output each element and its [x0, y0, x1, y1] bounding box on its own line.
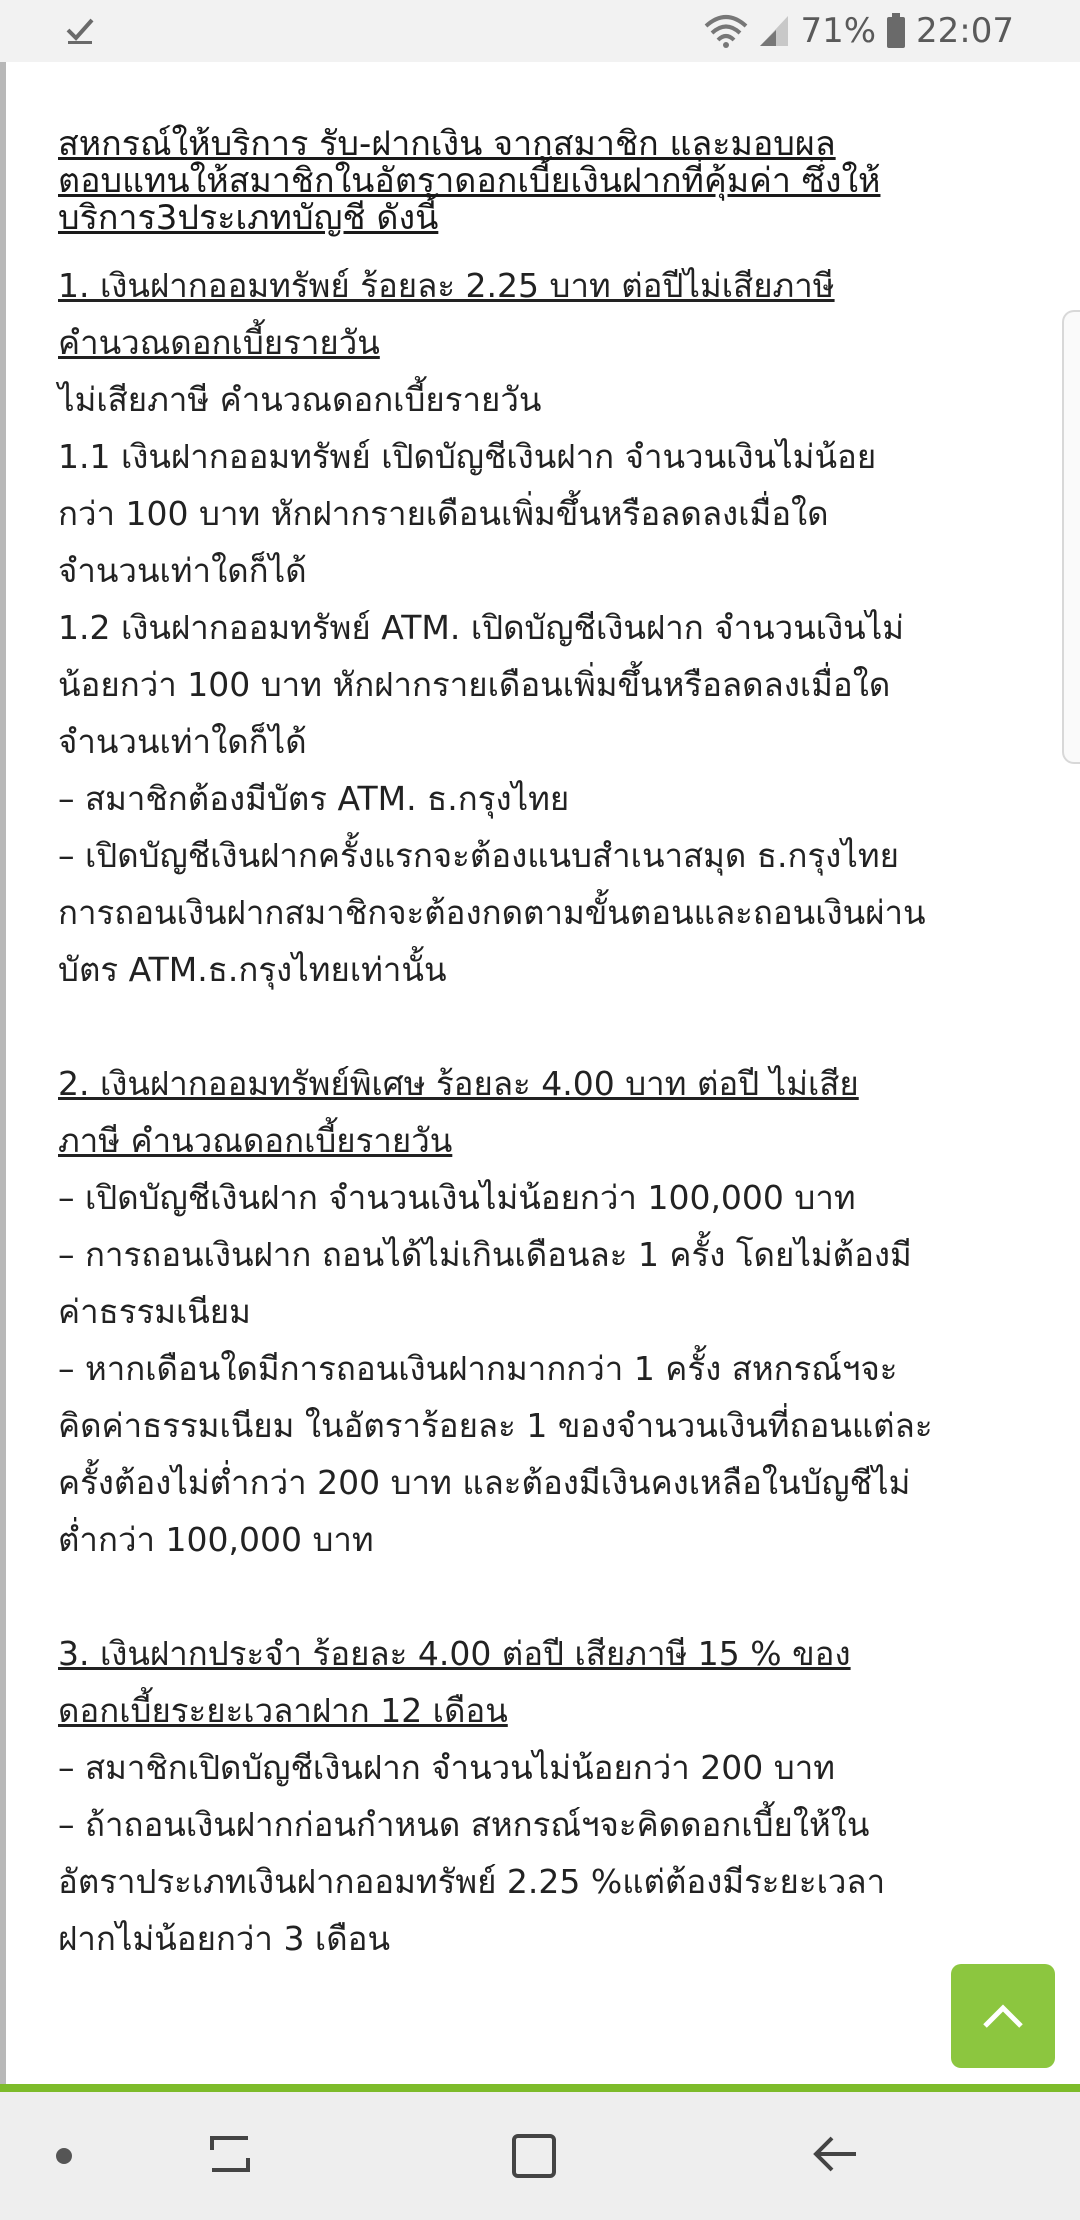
- section-1-heading-cont: คำนวณดอกเบี้ยรายวัน: [58, 323, 380, 362]
- section-1-text: บัตร ATM.ธ.กรุงไทยเท่านั้น: [58, 950, 447, 989]
- section-1-text: ไม่เสียภาษี คำนวณดอกเบี้ยรายวัน: [58, 380, 542, 419]
- section-3-heading-cont: ดอกเบี้ยระยะเวลาฝาก 12 เดือน: [58, 1691, 508, 1730]
- clock: 22:07: [916, 11, 1014, 51]
- article-intro: สหกรณ์ให้บริการ รับ-ฝากเงิน จากสมาชิก และมอบผล ตอบแทนให้สมาชิกในอัตราดอกเบี้ยเงินฝากที่คุ้มค่า ซึ่งให้ บริการ3ประเภทบัญชี ดังนี้: [58, 124, 881, 238]
- section-1-heading: 1. เงินฝากออมทรัพย์ ร้อยละ 2.25 บาท ต่อปีไม่เสียภาษี: [58, 266, 835, 305]
- section-1-text: การถอนเงินฝากสมาชิกจะต้องกดตามขั้นตอนและถอนเงินผ่าน: [58, 893, 926, 932]
- section-3-heading: 3. เงินฝากประจำ ร้อยละ 4.00 ต่อปี เสียภาษี 15 % ของ: [58, 1634, 851, 1673]
- section-1-text: จำนวนเท่าใดก็ได้: [58, 722, 307, 761]
- section-2-text: – หากเดือนใดมีการถอนเงินฝากมากกว่า 1 ครั้ง สหกรณ์ฯจะ: [58, 1349, 898, 1388]
- section-1-text: 1.1 เงินฝากออมทรัพย์ เปิดบัญชีเงินฝาก จำนวนเงินไม่น้อย: [58, 437, 877, 476]
- home-icon[interactable]: [510, 2130, 558, 2182]
- nav-dot-icon[interactable]: [56, 2148, 72, 2164]
- section-1-text: จำนวนเท่าใดก็ได้: [58, 551, 307, 590]
- section-2-text: – การถอนเงินฝาก ถอนได้ไม่เกินเดือนละ 1 ครั้ง โดยไม่ต้องมี: [58, 1235, 912, 1274]
- section-2-text: ต่ำกว่า 100,000 บาท: [58, 1520, 374, 1559]
- spacer: [58, 1568, 1018, 1625]
- article-content: [58, 62, 1018, 1967]
- section-1-text: – เปิดบัญชีเงินฝากครั้งแรกจะต้องแนบสำเนาสมุด ธ.กรุงไทย: [58, 836, 899, 875]
- battery-percent: 71%: [800, 11, 877, 51]
- section-2-text: ค่าธรรมเนียม: [58, 1292, 251, 1331]
- section-3-text: อัตราประเภทเงินฝากออมทรัพย์ 2.25 %แต่ต้องมีระยะเวลา: [58, 1862, 886, 1901]
- section-1-text: กว่า 100 บาท หักฝากรายเดือนเพิ่มขึ้นหรือลดลงเมื่อใด: [58, 494, 829, 533]
- section-1-text: – สมาชิกต้องมีบัตร ATM. ธ.กรุงไทย: [58, 779, 570, 818]
- section-2-text: คิดค่าธรรมเนียม ในอัตราร้อยละ 1 ของจำนวนเงินที่ถอนแต่ละ: [58, 1406, 933, 1445]
- status-bar: [0, 0, 1080, 62]
- section-1-text: 1.2 เงินฝากออมทรัพย์ ATM. เปิดบัญชีเงินฝาก จำนวนเงินไม่: [58, 608, 905, 647]
- download-done-icon: [64, 14, 96, 46]
- section-3-text: ฝากไม่น้อยกว่า 3 เดือน: [58, 1919, 391, 1958]
- signal-icon: [758, 14, 790, 48]
- chevron-up-icon: [981, 2002, 1025, 2030]
- spacer: [58, 998, 1018, 1055]
- section-3-text: – สมาชิกเปิดบัญชีเงินฝาก จำนวนไม่น้อยกว่า 200 บาท: [58, 1748, 836, 1787]
- scroll-to-top-button[interactable]: [951, 1964, 1055, 2068]
- back-icon[interactable]: [812, 2128, 860, 2180]
- footer-accent-line: [0, 2084, 1080, 2092]
- section-2-text: – เปิดบัญชีเงินฝาก จำนวนเงินไม่น้อยกว่า 100,000 บาท: [58, 1178, 856, 1217]
- section-1-text: น้อยกว่า 100 บาท หักฝากรายเดือนเพิ่มขึ้นหรือลดลงเมื่อใด: [58, 665, 891, 704]
- navigation-bar: [0, 2092, 1080, 2220]
- section-3-text: – ถ้าถอนเงินฝากก่อนกำหนด สหกรณ์ฯจะคิดดอกเบี้ยให้ใน: [58, 1805, 870, 1844]
- section-2-heading: 2. เงินฝากออมทรัพย์พิเศษ ร้อยละ 4.00 บาท ต่อปี ไม่เสีย: [58, 1064, 859, 1103]
- section-2-text: ครั้งต้องไม่ต่ำกว่า 200 บาท และต้องมีเงินคงเหลือในบัญชีไม่: [58, 1463, 911, 1502]
- section-2-heading-cont: ภาษี คำนวณดอกเบี้ยรายวัน: [58, 1121, 453, 1160]
- battery-icon: [886, 13, 906, 49]
- side-panel-handle[interactable]: [1062, 310, 1080, 764]
- recent-apps-icon[interactable]: [206, 2128, 254, 2180]
- wifi-icon: [704, 14, 748, 48]
- status-indicators: [704, 8, 1014, 54]
